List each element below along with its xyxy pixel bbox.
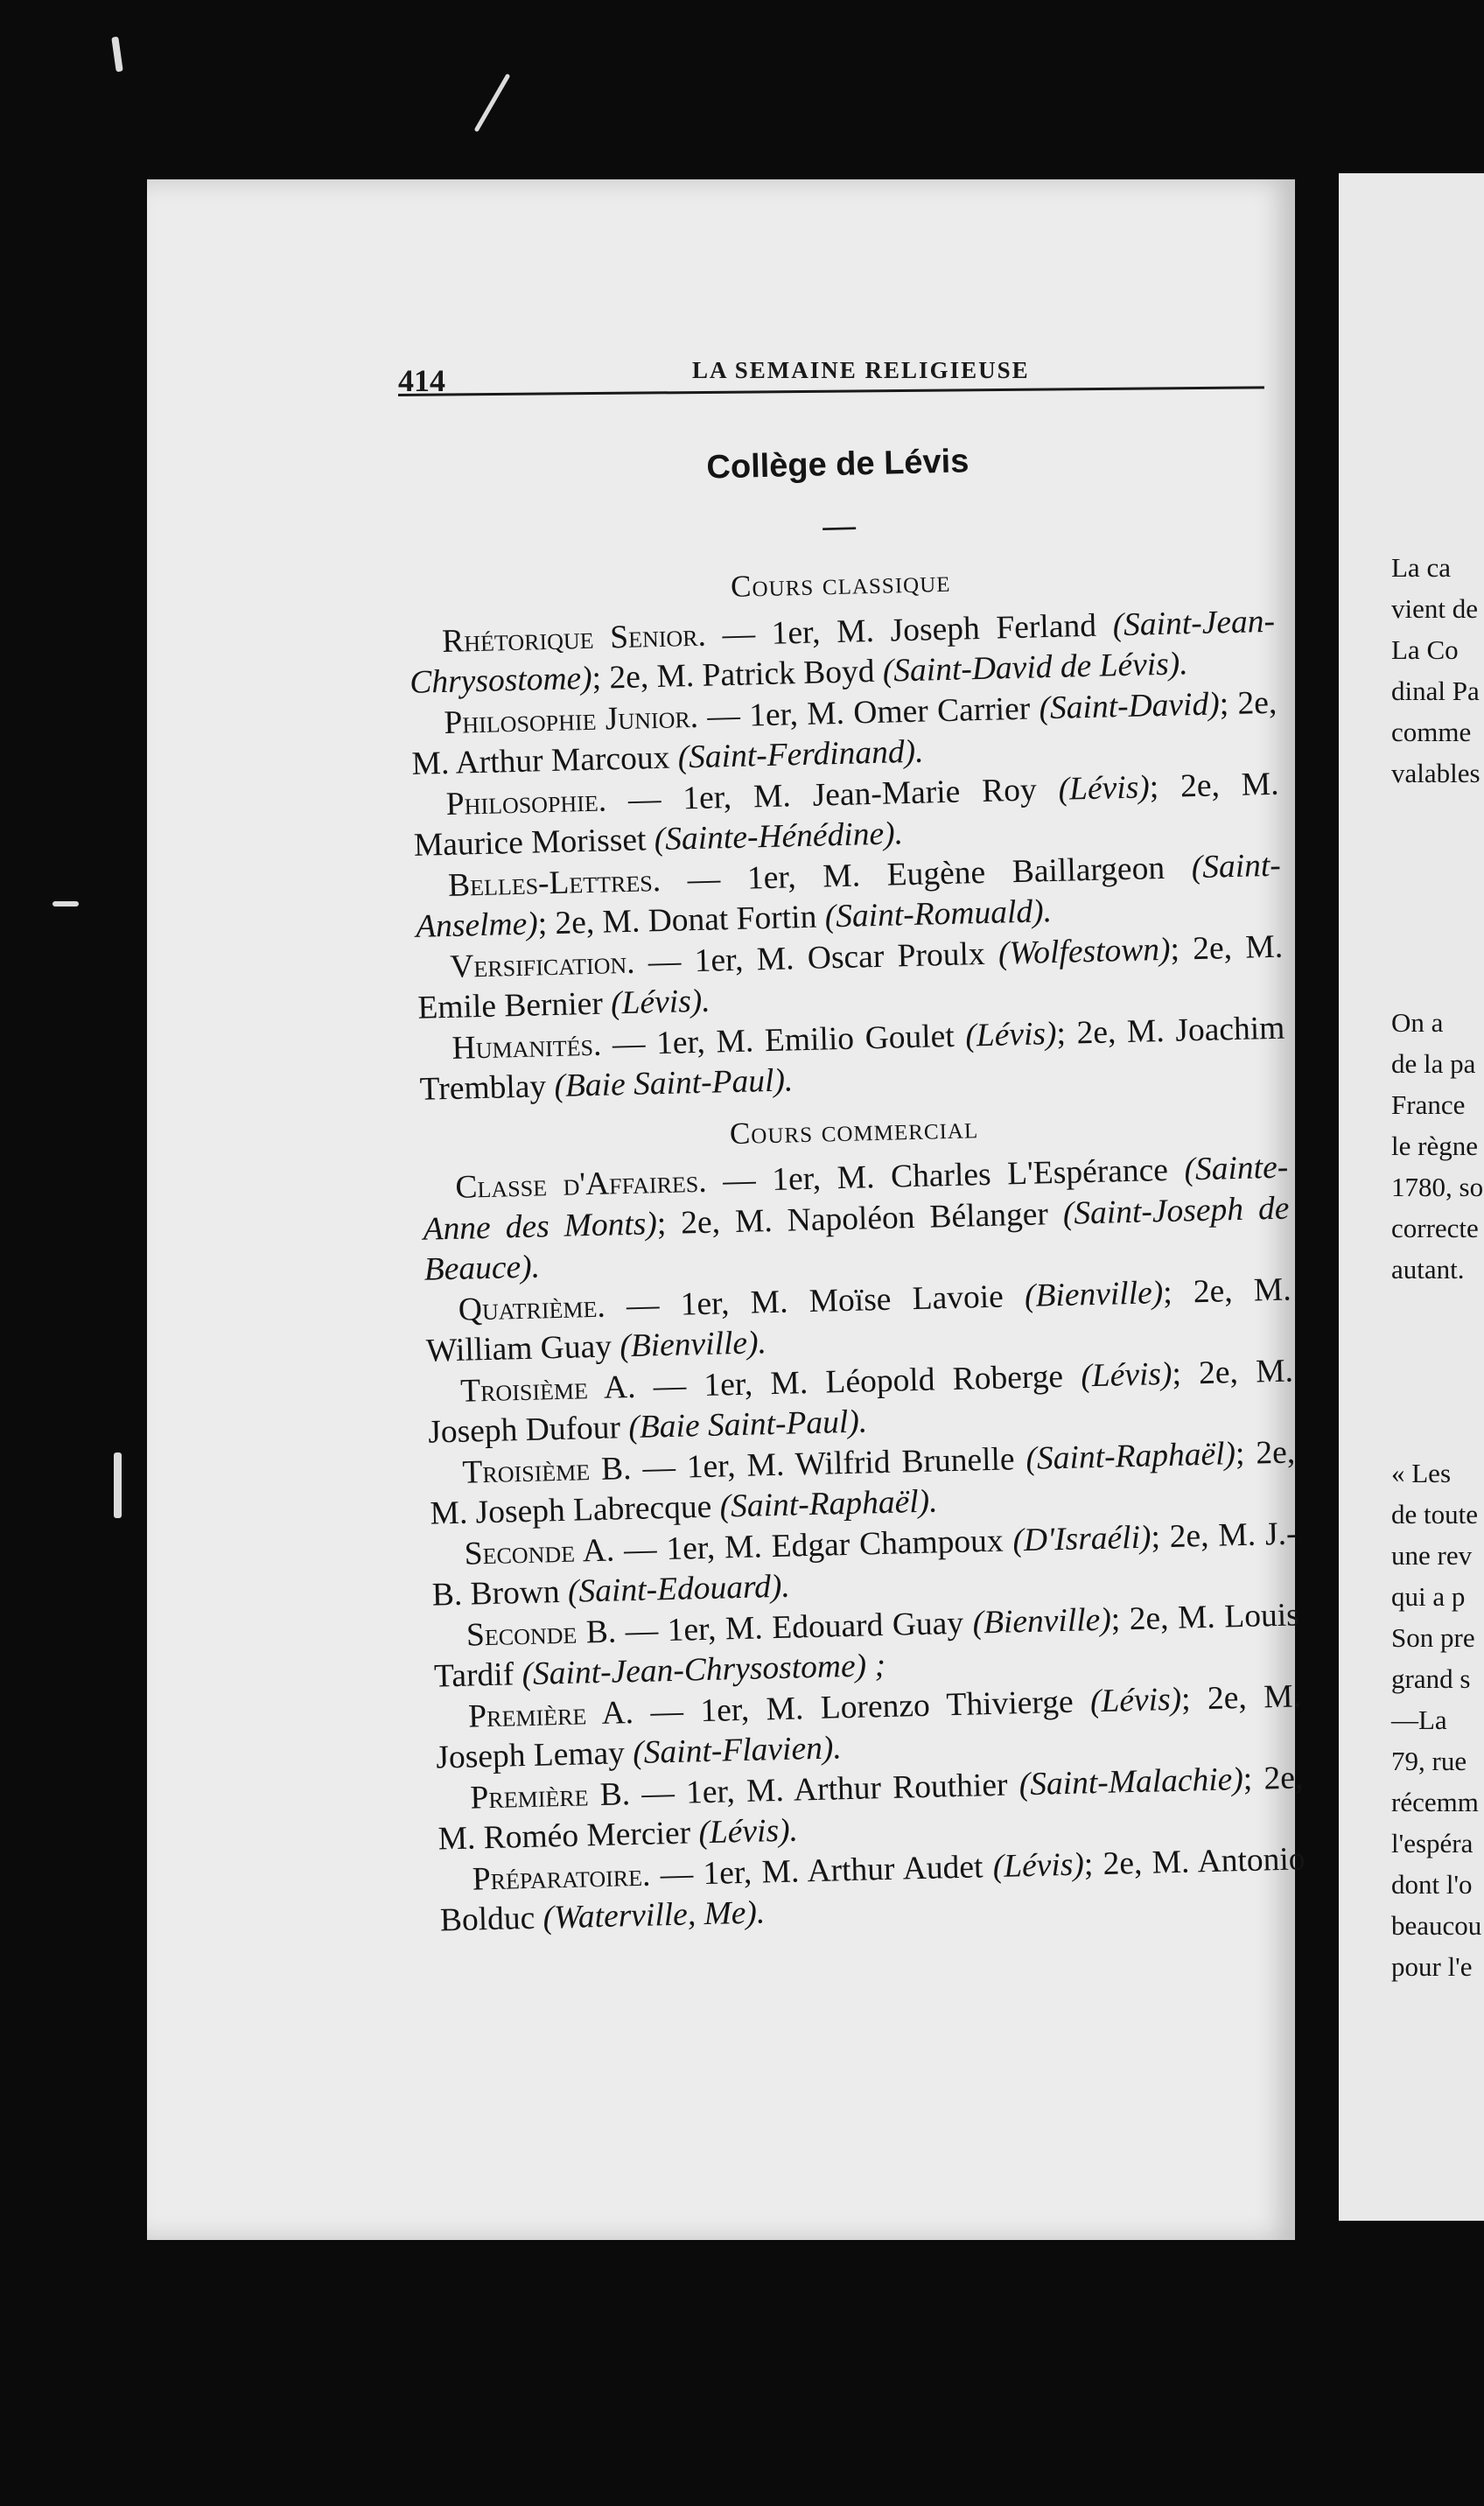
winner-text: ; 2e, M. Emile Bernier <box>416 928 1284 1026</box>
margin-line: grand s <box>1391 1663 1471 1694</box>
place-name: (Bienville). <box>619 1325 767 1365</box>
margin-line: 79, rue <box>1391 1746 1467 1776</box>
margin-line: 1780, so <box>1391 1172 1484 1202</box>
class-label: Quatrième. <box>458 1288 606 1328</box>
margin-line: correcte <box>1391 1213 1479 1243</box>
college-title: Collège de Lévis <box>705 443 970 486</box>
winner-text: — 1er, M. Wilfrid Brunelle <box>630 1440 1027 1487</box>
winner-text: — 1er, M. Moïse Lavoie <box>605 1278 1026 1325</box>
margin-line: « Les <box>1391 1458 1452 1488</box>
margin-line: de la pa <box>1391 1048 1476 1079</box>
class-label: Belles-Lettres. <box>447 862 662 904</box>
winner-text: — 1er, M. Arthur Routhier <box>629 1766 1020 1812</box>
film-scratch <box>114 1452 122 1518</box>
place-name: (Saint-Jean-Chrysostome) <box>409 603 1276 701</box>
place-name: (Saint-Edouard). <box>567 1568 791 1610</box>
margin-line: autant. <box>1391 1254 1465 1284</box>
winner-text: ; 2e, M. J.-B. Brown <box>431 1515 1298 1614</box>
winner-text: ; 2e, M. Joseph Labrecque <box>430 1433 1296 1532</box>
class-label: Rhétorique Senior. <box>441 617 707 660</box>
winner-text: — 1er, M. Oscar Proulx <box>634 935 999 981</box>
place-name: (Waterville, Me). <box>542 1894 766 1936</box>
place-name: (Saint-Romuald). <box>824 893 1053 935</box>
winner-text: — 1er, M. Emilio Goulet <box>600 1018 966 1063</box>
commercial-heading: Cours commercial <box>729 1110 979 1151</box>
prize-entry <box>422 1148 1291 1292</box>
class-label: Humanités. <box>452 1026 602 1067</box>
winner-text: ; 2e, M. William Guay <box>425 1271 1292 1369</box>
place-name: (Lévis). <box>697 1812 799 1852</box>
winner-text: — 1er, M. Jean-Marie Roy <box>606 771 1060 818</box>
place-name: (Lévis) <box>964 1015 1057 1054</box>
place-name: (Saint-Anselme) <box>415 847 1282 945</box>
margin-line: le règne <box>1391 1130 1478 1161</box>
page-number: 414 <box>398 363 445 398</box>
margin-line: beaucou <box>1391 1910 1482 1941</box>
margin-line: dont l'o <box>1391 1869 1473 1900</box>
class-label: Classe d'Affaires. <box>454 1163 708 1206</box>
classical-list <box>409 601 1286 1110</box>
place-name: (Saint-Jean-Chrysostome) ; <box>522 1647 886 1693</box>
film-scratch <box>111 37 122 73</box>
winner-text: — 1er, M. Charles L'Espérance <box>706 1152 1186 1200</box>
place-name: (Wolfestown) <box>998 931 1171 972</box>
class-label: Préparatoire. <box>472 1857 651 1898</box>
winner-text: ; 2e, M. Donat Fortin <box>537 899 826 942</box>
winner-text: — 1er, M. Lorenzo Thivierge <box>633 1683 1091 1731</box>
class-label: Première A. <box>467 1694 634 1735</box>
margin-line: l'espéra <box>1391 1828 1474 1858</box>
place-name: (D'Israéli) <box>1012 1519 1152 1558</box>
place-name: (Sainte-Anne des Monts) <box>423 1149 1289 1248</box>
margin-line: valables <box>1391 758 1480 788</box>
place-name: (Lévis) <box>1080 1355 1172 1394</box>
margin-line: pour l'e <box>1391 1951 1473 1982</box>
running-title: LA SEMAINE RELIGIEUSE <box>692 357 1030 383</box>
right-margin-block-2 <box>1391 1002 1484 1290</box>
winner-text: — 1er, M. Omer Carrier <box>697 690 1040 735</box>
margin-line: qui a p <box>1391 1581 1466 1612</box>
winner-text: ; 2e, M. Roméo Mercier <box>438 1759 1304 1858</box>
place-name: (Baie Saint-Paul). <box>627 1404 868 1446</box>
article-body <box>404 434 1306 1942</box>
winner-text: ; 2e, M. Antonio Bolduc <box>439 1840 1306 1939</box>
classical-heading: Cours classique <box>730 564 951 604</box>
film-scratch <box>474 74 511 132</box>
margin-line: vient de <box>1391 593 1478 624</box>
place-name: (Lévis) <box>1058 768 1151 808</box>
film-scratch <box>52 901 79 906</box>
winner-text: — 1er, M. Arthur Audet <box>649 1848 994 1894</box>
class-label: Troisième B. <box>461 1450 632 1491</box>
winner-text: — 1er, M. Joseph Ferland <box>705 606 1114 654</box>
place-name: (Lévis) <box>992 1846 1085 1885</box>
place-name: (Lévis) <box>1089 1681 1182 1719</box>
commercial-list <box>422 1148 1306 1942</box>
winner-text: ; 2e, M. Joseph Dufour <box>427 1352 1294 1451</box>
winner-text: ; 2e, M. Maurice Morisset <box>413 766 1279 864</box>
margin-line: une rev <box>1391 1540 1473 1571</box>
class-label: Philosophie Junior. <box>443 698 699 741</box>
place-name: (Saint-Raphaël) <box>1026 1435 1236 1477</box>
place-name: (Saint-Ferdinand). <box>677 733 924 776</box>
winner-text: — 1er, M. Edgar Champoux <box>613 1522 1013 1568</box>
class-label: Première B. <box>470 1775 631 1816</box>
margin-line: France <box>1391 1089 1466 1120</box>
right-margin-block-1 <box>1391 547 1484 794</box>
class-label: Troisième A. <box>459 1368 636 1410</box>
margin-line: de toute <box>1391 1499 1478 1530</box>
margin-line: La ca <box>1391 552 1451 583</box>
class-label: Seconde B. <box>466 1613 617 1654</box>
class-label: Seconde A. <box>464 1532 615 1572</box>
margin-line: Son pre <box>1391 1622 1475 1653</box>
class-label: Versification. <box>449 944 635 985</box>
right-margin-block-3 <box>1391 1452 1484 1987</box>
winner-text: — 1er, M. Edouard Guay <box>615 1605 974 1649</box>
place-name: (Saint-David de Lévis). <box>882 646 1189 690</box>
place-name: (Baie Saint-Paul). <box>554 1062 794 1105</box>
margin-line: On a <box>1391 1007 1444 1038</box>
winner-text: ; 2e, M. Arthur Marcoux <box>411 684 1278 782</box>
place-name: (Saint-Malachie) <box>1018 1760 1244 1802</box>
margin-line: récemm <box>1391 1787 1479 1817</box>
place-name: (Saint-David) <box>1039 685 1221 726</box>
place-name: (Saint-Flavien). <box>632 1730 843 1772</box>
winner-text: ; 2e, M. Joseph Lemay <box>435 1677 1302 1776</box>
place-name: (Saint-Raphaël). <box>719 1483 938 1525</box>
place-name: (Sainte-Hénédine). <box>654 816 904 858</box>
place-name: (Lévis). <box>610 983 711 1022</box>
winner-text: — 1er, M. Eugène Baillargeon <box>660 849 1193 899</box>
title-dash: — <box>822 507 857 544</box>
winner-text: ; 2e, M. Joachim Tremblay <box>419 1010 1285 1108</box>
place-name: (Bienville) <box>1024 1274 1164 1314</box>
place-name: (Bienville) <box>972 1601 1112 1642</box>
winner-text: ; 2e, M. Napoléon Bélanger <box>656 1195 1064 1242</box>
margin-line: —La <box>1391 1704 1447 1735</box>
winner-text: ; 2e, M. Louis Tardif <box>433 1596 1300 1695</box>
place-name: (Saint-Joseph de Beauce). <box>424 1190 1290 1288</box>
winner-text: — 1er, M. Léopold Roberge <box>634 1357 1082 1405</box>
margin-line: La Co <box>1391 634 1459 665</box>
margin-line: comme <box>1391 717 1472 747</box>
class-label: Philosophie. <box>445 781 607 822</box>
winner-text: ; 2e, M. Patrick Boyd <box>592 653 884 696</box>
margin-line: dinal Pa <box>1391 676 1480 706</box>
